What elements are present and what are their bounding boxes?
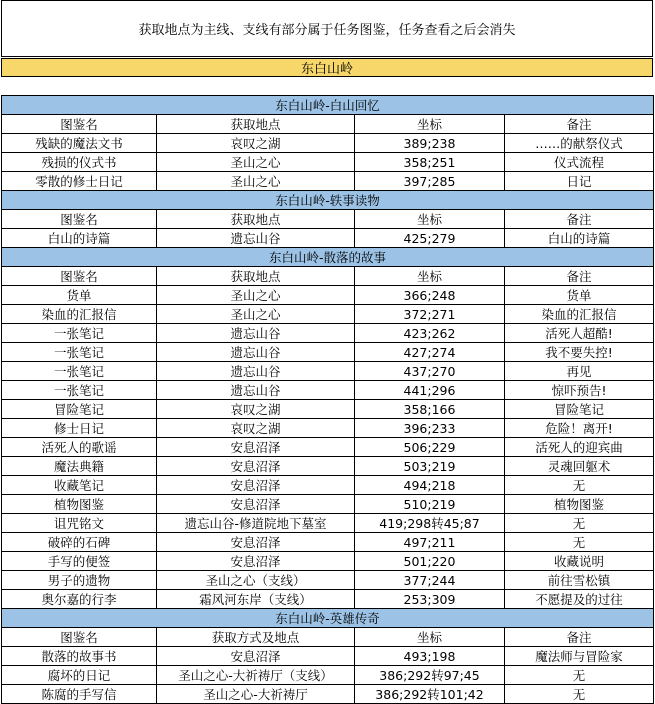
table-cell: 安息沼泽: [157, 476, 355, 495]
table-row: [2, 666, 654, 685]
table-cell: ……的献祭仪式: [505, 134, 654, 153]
column-header-row: [2, 115, 654, 134]
column-header: 获取地点: [157, 267, 355, 286]
column-header: 坐标: [355, 210, 505, 229]
table-cell: 冒险笔记: [2, 400, 157, 419]
table-cell: 魔法师与冒险家: [505, 647, 654, 666]
table-row: [2, 457, 654, 476]
table-row: [2, 571, 654, 590]
table-cell: 不愿提及的过往: [505, 590, 654, 609]
table-cell: 圣山之心-大祈祷厅: [157, 685, 355, 704]
column-header: 坐标: [355, 267, 505, 286]
table-cell: 安息沼泽: [157, 552, 355, 571]
table-row: [2, 153, 654, 172]
table-cell: 358;251: [355, 153, 505, 172]
table-cell: 前往雪松镇: [505, 571, 654, 590]
column-header: 图鉴名: [2, 210, 157, 229]
column-header: 获取方式及地点: [157, 628, 355, 647]
table-cell: 遗忘山谷: [157, 381, 355, 400]
table-cell: 白山的诗篇: [505, 229, 654, 248]
table-row: [2, 590, 654, 609]
table-cell: 503;219: [355, 457, 505, 476]
table-cell: 无: [505, 666, 654, 685]
table-cell: 253;309: [355, 590, 505, 609]
table-cell: 遗忘山谷: [157, 324, 355, 343]
table-row: [2, 495, 654, 514]
region-title: 东白山岭: [1, 58, 653, 77]
column-header-row: [2, 210, 654, 229]
table-cell: 奥尔嘉的行李: [2, 590, 157, 609]
table-cell: 遗忘山谷: [157, 229, 355, 248]
column-header: 图鉴名: [2, 115, 157, 134]
table-cell: 圣山之心: [157, 305, 355, 324]
table-cell: 霜风河东岸（支线）: [157, 590, 355, 609]
table-row: [2, 324, 654, 343]
table-cell: 377;244: [355, 571, 505, 590]
table-cell: 手写的便签: [2, 552, 157, 571]
table-cell: 安息沼泽: [157, 457, 355, 476]
table-cell: 圣山之心（支线）: [157, 571, 355, 590]
column-header: 备注: [505, 628, 654, 647]
table-cell: 危险！离开!: [505, 419, 654, 438]
table-cell: 圣山之心-大祈祷厅（支线）: [157, 666, 355, 685]
table-cell: 441;296: [355, 381, 505, 400]
table-cell: 一张笔记: [2, 381, 157, 400]
table-cell: 哀叹之湖: [157, 134, 355, 153]
table-cell: 427;274: [355, 343, 505, 362]
table-cell: 遗忘山谷: [157, 343, 355, 362]
section-title-row: [2, 96, 654, 115]
table-cell: 冒险笔记: [505, 400, 654, 419]
table-row: [2, 362, 654, 381]
table-cell: 366;248: [355, 286, 505, 305]
table-cell: 仪式流程: [505, 153, 654, 172]
table-cell: 无: [505, 685, 654, 704]
table-row: [2, 305, 654, 324]
column-header: 坐标: [355, 628, 505, 647]
table-row: [2, 172, 654, 191]
section-title: 东白山岭-英雄传奇: [2, 609, 654, 628]
table-cell: 一张笔记: [2, 343, 157, 362]
table-cell: 423;262: [355, 324, 505, 343]
table-row: [2, 400, 654, 419]
table-cell: 397;285: [355, 172, 505, 191]
table-cell: 染血的汇报信: [2, 305, 157, 324]
column-header: 备注: [505, 210, 654, 229]
table-cell: 诅咒铭文: [2, 514, 157, 533]
table-cell: 货单: [2, 286, 157, 305]
table-cell: 无: [505, 476, 654, 495]
table-row: [2, 381, 654, 400]
table-cell: 安息沼泽: [157, 495, 355, 514]
table-cell: 圣山之心: [157, 286, 355, 305]
table-row: [2, 286, 654, 305]
table-cell: 无: [505, 533, 654, 552]
table-cell: 再见: [505, 362, 654, 381]
table-cell: 安息沼泽: [157, 647, 355, 666]
table-cell: 386;292转97;45: [355, 666, 505, 685]
table-cell: 白山的诗篇: [2, 229, 157, 248]
table-row: [2, 476, 654, 495]
table-row: [2, 438, 654, 457]
table-cell: 收藏说明: [505, 552, 654, 571]
table-cell: 358;166: [355, 400, 505, 419]
table-cell: 510;219: [355, 495, 505, 514]
column-header: 备注: [505, 267, 654, 286]
table-row: [2, 229, 654, 248]
table-cell: 圣山之心: [157, 153, 355, 172]
table-cell: 男子的遗物: [2, 571, 157, 590]
table-cell: 遗忘山谷: [157, 362, 355, 381]
table-cell: 安息沼泽: [157, 438, 355, 457]
table-cell: 372;271: [355, 305, 505, 324]
table-row: [2, 647, 654, 666]
table-row: [2, 134, 654, 153]
table-cell: 修士日记: [2, 419, 157, 438]
table-cell: 灵魂回躯术: [505, 457, 654, 476]
section-title-row: [2, 191, 654, 210]
column-header: 获取地点: [157, 115, 355, 134]
section-title-row: [2, 609, 654, 628]
table-cell: 陈腐的手写信: [2, 685, 157, 704]
section-title-row: [2, 248, 654, 267]
table-cell: 安息沼泽: [157, 533, 355, 552]
table-cell: 我不要失控!: [505, 343, 654, 362]
table-cell: 506;229: [355, 438, 505, 457]
table-cell: 植物图鉴: [505, 495, 654, 514]
table-cell: 日记: [505, 172, 654, 191]
table-cell: 无: [505, 514, 654, 533]
column-header: 图鉴名: [2, 267, 157, 286]
table-cell: 圣山之心: [157, 172, 355, 191]
table-row: [2, 343, 654, 362]
table-cell: 389;238: [355, 134, 505, 153]
table-cell: 残缺的魔法文书: [2, 134, 157, 153]
table-row: [2, 685, 654, 704]
column-header: 图鉴名: [2, 628, 157, 647]
table-cell: 396;233: [355, 419, 505, 438]
table-cell: 活死人的迎宾曲: [505, 438, 654, 457]
table-cell: 425;279: [355, 229, 505, 248]
table-cell: 货单: [505, 286, 654, 305]
table-cell: 一张笔记: [2, 324, 157, 343]
table-cell: 植物图鉴: [2, 495, 157, 514]
table-cell: 494;218: [355, 476, 505, 495]
table-cell: 腐坏的日记: [2, 666, 157, 685]
column-header: 获取地点: [157, 210, 355, 229]
table-cell: 残损的仪式书: [2, 153, 157, 172]
table-cell: 零散的修士日记: [2, 172, 157, 191]
column-header-row: [2, 267, 654, 286]
table-cell: 哀叹之湖: [157, 400, 355, 419]
table-cell: 活死人的歌谣: [2, 438, 157, 457]
table-cell: 493;198: [355, 647, 505, 666]
table-cell: 破碎的石碑: [2, 533, 157, 552]
table-cell: 437;270: [355, 362, 505, 381]
codex-table: [1, 95, 654, 704]
table-row: [2, 419, 654, 438]
table-cell: 活死人超酷!: [505, 324, 654, 343]
table-cell: 遗忘山谷-修道院地下墓室: [157, 514, 355, 533]
table-row: [2, 552, 654, 571]
table-cell: 一张笔记: [2, 362, 157, 381]
table-row: [2, 533, 654, 552]
table-cell: 哀叹之湖: [157, 419, 355, 438]
table-cell: 386;292转101;42: [355, 685, 505, 704]
table-cell: 497;211: [355, 533, 505, 552]
table-row: [2, 514, 654, 533]
table-cell: 收藏笔记: [2, 476, 157, 495]
section-title: 东白山岭-散落的故事: [2, 248, 654, 267]
info-note: 获取地点为主线、支线有部分属于任务图鉴，任务查看之后会消失: [1, 0, 653, 57]
column-header: 坐标: [355, 115, 505, 134]
table-cell: 419;298转45;87: [355, 514, 505, 533]
table-cell: 魔法典籍: [2, 457, 157, 476]
section-title: 东白山岭-轶事读物: [2, 191, 654, 210]
column-header: 备注: [505, 115, 654, 134]
table-cell: 染血的汇报信: [505, 305, 654, 324]
section-title: 东白山岭-白山回忆: [2, 96, 654, 115]
table-cell: 散落的故事书: [2, 647, 157, 666]
table-cell: 501;220: [355, 552, 505, 571]
column-header-row: [2, 628, 654, 647]
table-cell: 惊吓预告!: [505, 381, 654, 400]
